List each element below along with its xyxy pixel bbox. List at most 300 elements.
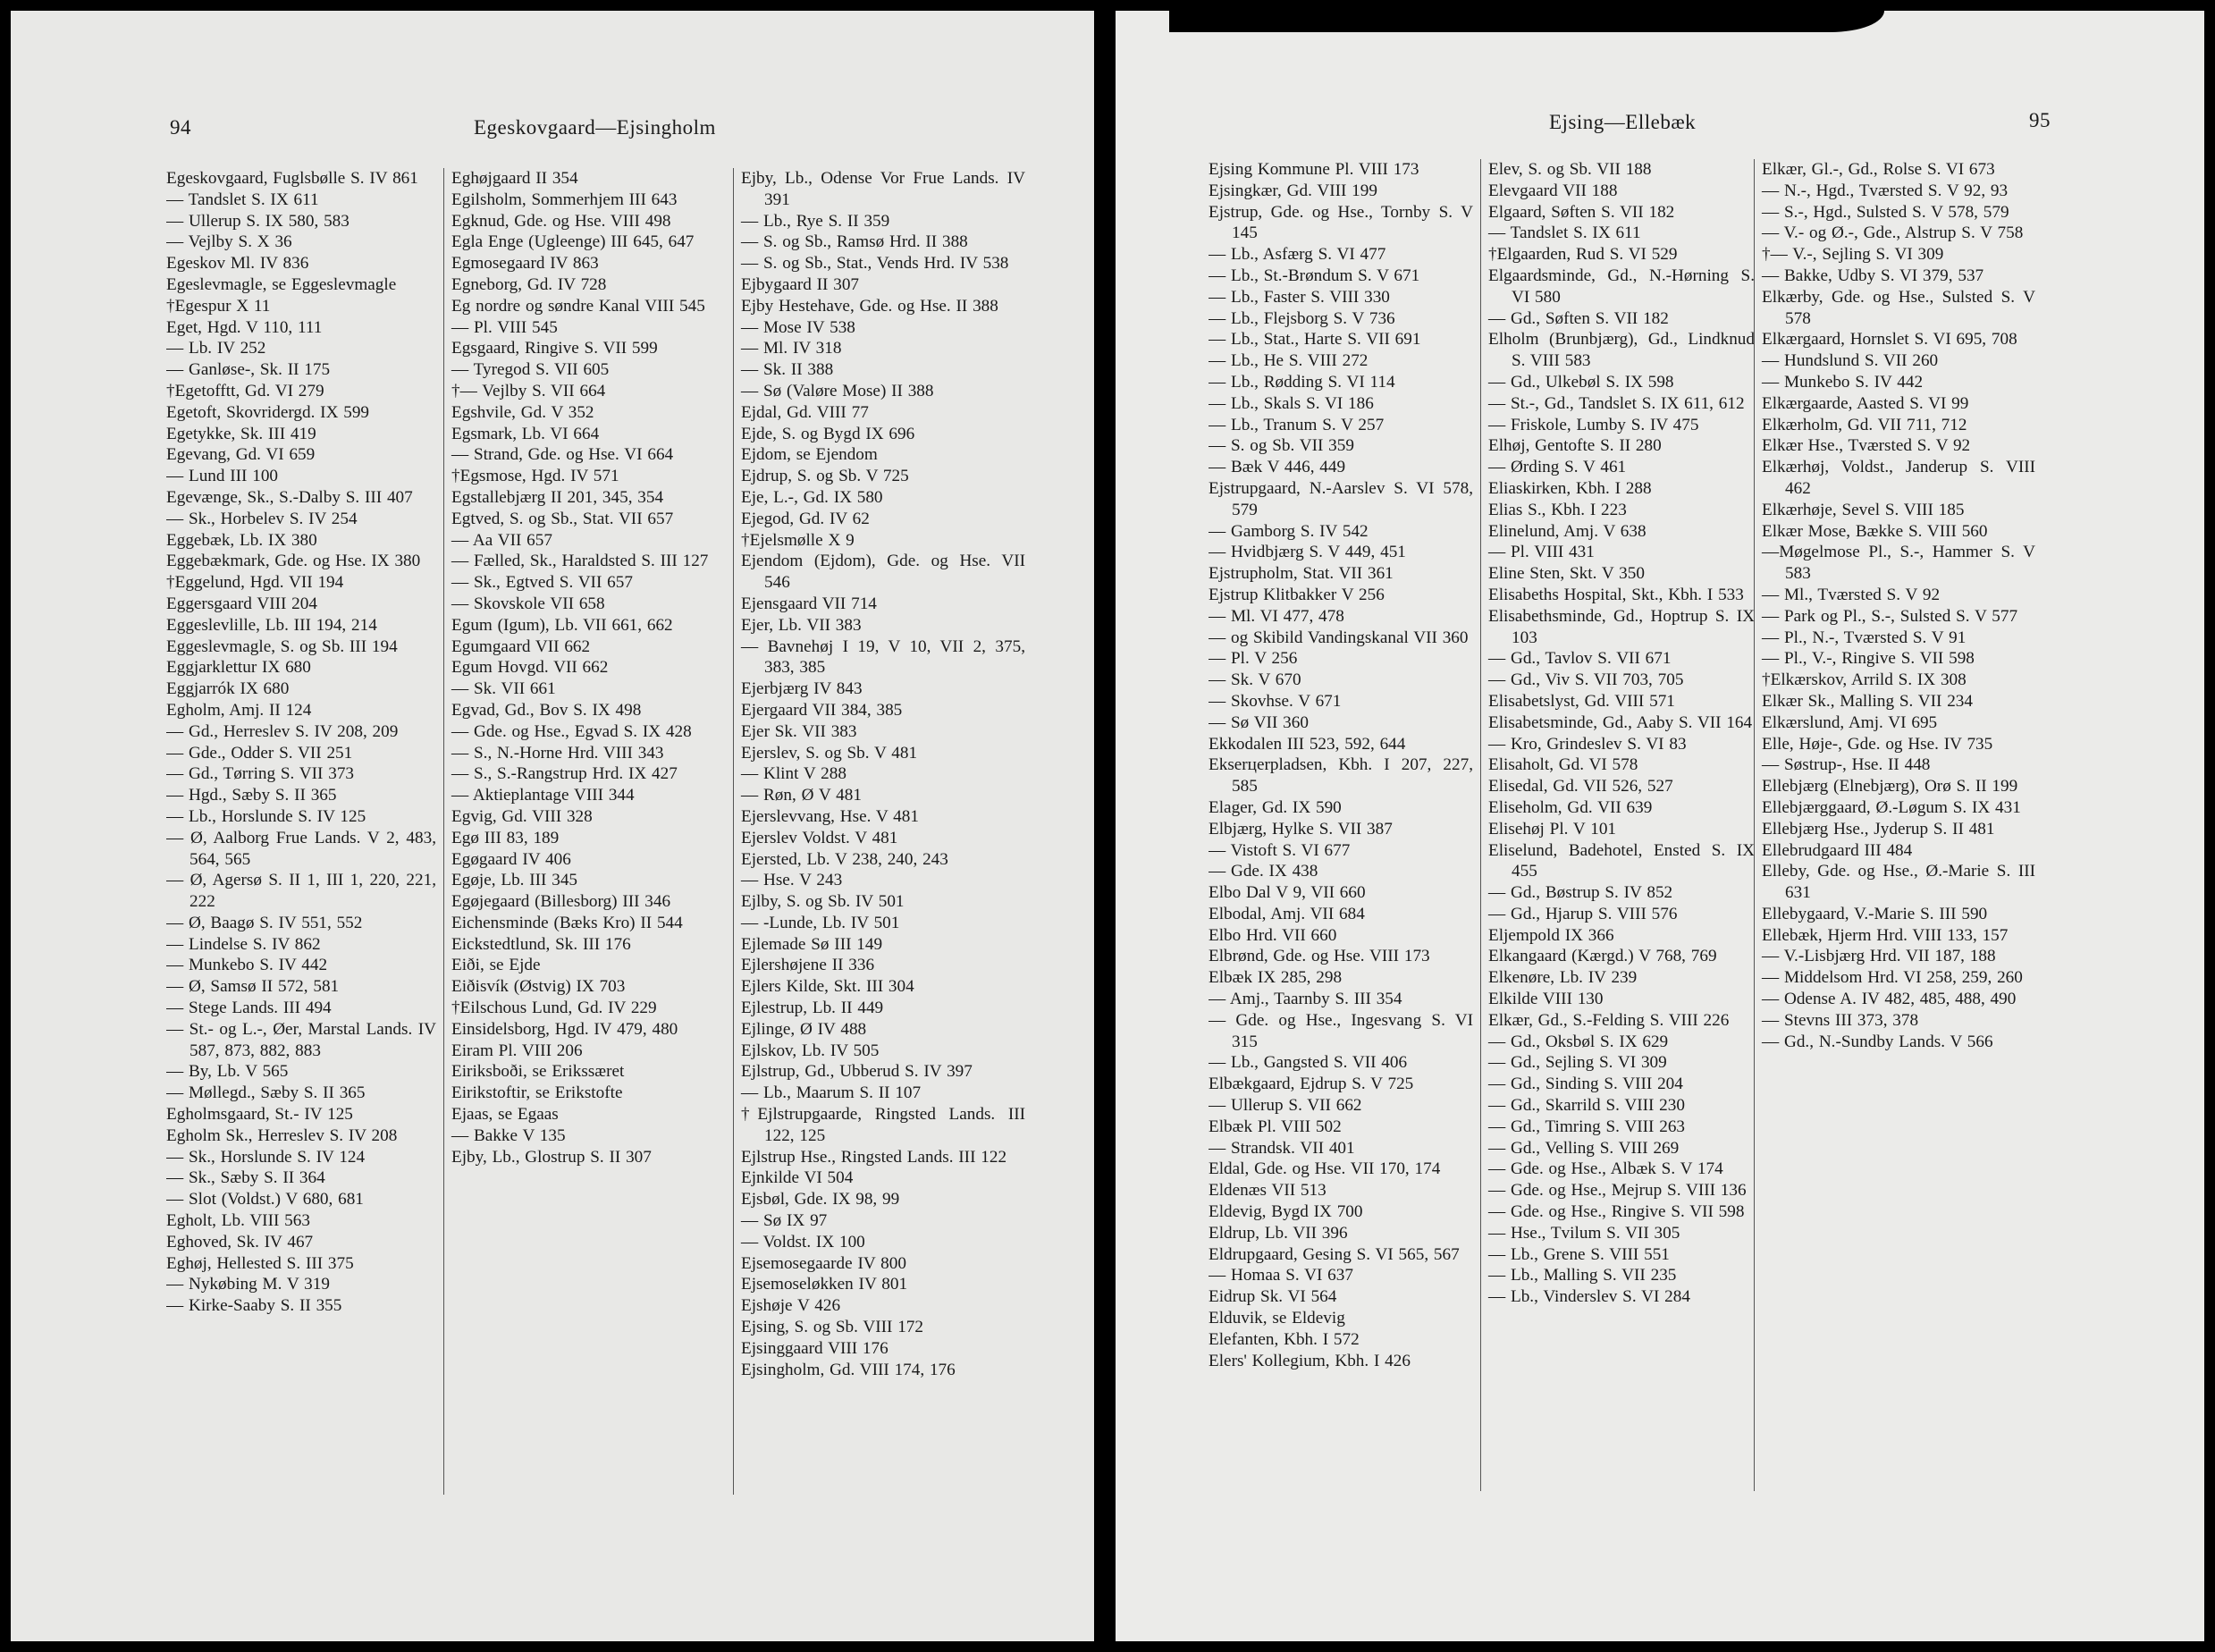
index-entry: — Sk., Egtved S. VII 657 xyxy=(451,573,633,593)
index-entry: Ejstrup, Gde. og Hse., Tornby S. V 145 xyxy=(1209,202,1473,243)
index-entry: Elkangaard (Kærgd.) V 768, 769 xyxy=(1488,947,1717,966)
index-entry: — Ml. IV 318 xyxy=(741,339,842,358)
index-entry: Eldenæs VII 513 xyxy=(1209,1181,1326,1201)
index-entry: — Søstrup-, Hse. II 448 xyxy=(1762,755,1931,775)
index-entry: Eghoved, Sk. IV 467 xyxy=(166,1232,314,1252)
index-entry: — S. og Sb., Stat., Vends Hrd. IV 538 xyxy=(741,254,1009,274)
index-entry: Egilsholm, Sommerhjem III 643 xyxy=(451,190,678,209)
page-number: 95 xyxy=(2029,109,2051,131)
index-entry: — Bæk V 446, 449 xyxy=(1209,458,1346,477)
index-entry: Egsmark, Lb. VI 664 xyxy=(451,424,600,443)
index-entry: Egø III 83, 189 xyxy=(451,828,560,847)
index-entry: — Møllegd., Sæby S. II 365 xyxy=(166,1083,366,1103)
index-entry: †Egsmose, Hgd. IV 571 xyxy=(451,467,619,486)
index-entry: — Gd., Herreslev S. IV 208, 209 xyxy=(166,721,399,741)
index-entry: — Ø, Samsø II 572, 581 xyxy=(166,977,340,997)
index-entry: Eggeslevmagle, S. og Sb. III 194 xyxy=(166,636,398,656)
index-entry: Egum (Igum), Lb. VII 661, 662 xyxy=(451,615,673,635)
index-entry: — Strandsk. VII 401 xyxy=(1209,1138,1355,1158)
index-entry: †Eggelund, Hgd. VII 194 xyxy=(166,573,344,593)
index-entry: Egholm, Amj. II 124 xyxy=(166,700,312,720)
index-entry: Ejdrup, S. og Sb. V 725 xyxy=(741,467,909,486)
index-entry: — Sø VII 360 xyxy=(1209,712,1309,732)
index-entry: Eldrup, Lb. VII 396 xyxy=(1209,1223,1348,1243)
index-entry: Egeslevmagle, se Eggeslevmagle xyxy=(166,274,397,294)
index-entry: Eidrup Sk. VI 564 xyxy=(1209,1287,1337,1307)
index-entry: — Stevns III 373, 378 xyxy=(1762,1010,1919,1030)
index-entry: —Møgelmose Pl., S.-, Hammer S. V 583 xyxy=(1762,543,2035,584)
left-page xyxy=(11,11,1094,1641)
index-entry: — Hundslund S. VII 260 xyxy=(1762,351,1939,371)
index-entry: — Gd., Tørring S. VII 373 xyxy=(166,764,355,784)
index-entry: Ejsing Kommune Pl. VIII 173 xyxy=(1209,160,1419,179)
page-number: 94 xyxy=(170,116,191,139)
index-entry: Eghøj, Hellested S. III 375 xyxy=(166,1253,354,1273)
index-entry: — S., N.-Horne Hrd. VIII 343 xyxy=(451,743,664,763)
index-entry: Elers' Kollegium, Kbh. I 426 xyxy=(1209,1351,1411,1370)
index-entry: Elduvik, se Eldevig xyxy=(1209,1309,1345,1328)
index-entry: Ejde, S. og Bygd IX 696 xyxy=(741,424,915,443)
index-entry: — Odense A. IV 482, 485, 488, 490 xyxy=(1762,990,2017,1009)
index-entry: — Lb., Rye S. II 359 xyxy=(741,211,890,231)
index-entry: Elkærhøj, Voldst., Janderup S. VIII 462 xyxy=(1762,458,2035,498)
index-entry: — Gd., Søften S. VII 182 xyxy=(1488,308,1669,328)
index-entry: Eghøjgaard II 354 xyxy=(451,169,578,188)
index-entry: †— V.-, Sejling S. VI 309 xyxy=(1762,245,1944,265)
index-entry: — Lb., Grene S. VIII 551 xyxy=(1488,1244,1670,1264)
index-entry: — S. og Sb. VII 359 xyxy=(1209,436,1354,456)
index-entry: — Pl. VIII 545 xyxy=(451,317,558,337)
index-entry: Egholm Sk., Herreslev S. IV 208 xyxy=(166,1125,398,1145)
index-entry: Eldrupgaard, Gesing S. VI 565, 567 xyxy=(1209,1244,1460,1264)
index-entry: Egum Hovgd. VII 662 xyxy=(451,658,609,678)
index-entry: Ejerslevvang, Hse. V 481 xyxy=(741,806,919,826)
index-entry: — Ganløse-, Sk. II 175 xyxy=(166,360,331,380)
index-entry: Ejsing, S. og Sb. VIII 172 xyxy=(741,1318,923,1337)
index-entry: Eggebæk, Lb. IX 380 xyxy=(166,530,317,550)
index-entry: Ejshøje V 426 xyxy=(741,1296,841,1316)
index-entry: Einsidelsborg, Hgd. IV 479, 480 xyxy=(451,1019,678,1039)
index-entry: Ejerslev, S. og Sb. V 481 xyxy=(741,743,918,763)
index-entry: — S.-, Hgd., Sulsted S. V 578, 579 xyxy=(1762,202,2009,222)
index-entry: Eggjarrók IX 680 xyxy=(166,679,290,699)
index-entry: — Ø, Baagø S. IV 551, 552 xyxy=(166,913,363,932)
index-entry: — Homaa S. VI 637 xyxy=(1209,1266,1353,1285)
index-entry: — Fælled, Sk., Haraldsted S. III 127 xyxy=(451,552,709,571)
index-entry: †Egetofftt, Gd. VI 279 xyxy=(166,381,324,400)
index-entry: Ejlinge, Ø IV 488 xyxy=(741,1019,867,1039)
index-entry: †Egespur X 11 xyxy=(166,296,271,316)
index-entry: — Kirke-Saaby S. II 355 xyxy=(166,1296,342,1316)
index-entry: — Sk. V 670 xyxy=(1209,670,1301,690)
index-entry: — Gde. og Hse., Egvad S. IX 428 xyxy=(451,721,692,741)
index-entry: Egeskovgaard, Fuglsbølle S. IV 861 xyxy=(166,169,418,188)
index-entry: — Munkebo S. IV 442 xyxy=(166,956,328,975)
index-entry: Ekkodalen III 523, 592, 644 xyxy=(1209,734,1406,754)
index-column-2 xyxy=(1480,159,1755,1491)
index-entry: Eliaskirken, Kbh. I 288 xyxy=(1488,478,1652,498)
index-entry: Egsgaard, Ringive S. VII 599 xyxy=(451,339,658,358)
index-entry: — Skovhse. V 671 xyxy=(1209,691,1342,711)
index-entry: Elkærgaard, Hornslet S. VI 695, 708 xyxy=(1762,330,2017,350)
index-entry: Eggersgaard VIII 204 xyxy=(166,594,317,613)
index-entry: — Lb., Horslunde S. IV 125 xyxy=(166,806,366,826)
index-column-1 xyxy=(166,168,436,1495)
index-entry: — Slot (Voldst.) V 680, 681 xyxy=(166,1190,364,1210)
index-entry: Ejensgaard VII 714 xyxy=(741,594,877,613)
index-entry: Egøje, Lb. III 345 xyxy=(451,871,578,890)
index-entry: — Ml. VI 477, 478 xyxy=(1209,606,1344,626)
index-entry: — Gd., Skarrild S. VIII 230 xyxy=(1488,1096,1685,1116)
index-entry: Elager, Gd. IX 590 xyxy=(1209,797,1342,817)
index-entry: Elevgaard VII 188 xyxy=(1488,181,1618,200)
index-entry: Ejlers Kilde, Skt. III 304 xyxy=(741,977,914,997)
index-entry: Eldal, Gde. og Hse. VII 170, 174 xyxy=(1209,1159,1441,1179)
index-entry: — Lb., Malling S. VII 235 xyxy=(1488,1266,1677,1285)
index-entry: Ejlemade Sø III 149 xyxy=(741,934,883,954)
index-entry: — Gde. og Hse., Ingesvang S. VI 315 xyxy=(1209,1010,1473,1051)
index-column-2 xyxy=(443,168,734,1495)
index-entry: — V.- og Ø.-, Gde., Alstrup S. V 758 xyxy=(1762,223,2024,243)
index-entry: — Vistoft S. VI 677 xyxy=(1209,840,1351,860)
index-entry: — S., S.-Rangstrup Hrd. IX 427 xyxy=(451,764,678,784)
index-entry: — Middelsom Hrd. VI 258, 259, 260 xyxy=(1762,968,2023,988)
index-entry: — Tandslet S. IX 611 xyxy=(166,190,319,209)
index-entry: Eggebækmark, Gde. og Hse. IX 380 xyxy=(166,552,421,571)
index-entry: Egla Enge (Ugleenge) III 645, 647 xyxy=(451,232,695,252)
index-entry: Ellebjærggaard, Ø.-Løgum S. IX 431 xyxy=(1762,797,2021,817)
index-entry: — Tandslet S. IX 611 xyxy=(1488,223,1641,243)
running-head: Ejsing—Ellebæk xyxy=(1549,111,1697,133)
index-entry: — Gd., Sejling S. VI 309 xyxy=(1488,1053,1667,1073)
index-column-3 xyxy=(1754,159,2035,1491)
index-entry: Egetoft, Skovridergd. IX 599 xyxy=(166,402,370,422)
running-head: Egeskovgaard—Ejsingholm xyxy=(474,116,716,139)
index-entry: — Munkebo S. IV 442 xyxy=(1762,372,1924,392)
index-entry: Eljempold IX 366 xyxy=(1488,925,1614,945)
index-entry: — Ullerup S. IX 580, 583 xyxy=(166,211,350,231)
index-entry: Elisabetsminde, Gd., Aaby S. VII 164 xyxy=(1488,712,1753,732)
index-column-1 xyxy=(1209,159,1473,1491)
index-entry: — Pl., N.-, Tværsted S. V 91 xyxy=(1762,628,1967,647)
index-entry: Elefanten, Kbh. I 572 xyxy=(1209,1329,1360,1349)
index-entry: Elkilde VIII 130 xyxy=(1488,990,1604,1009)
index-entry: — Lb. IV 252 xyxy=(166,339,266,358)
index-entry: Ejstrupholm, Stat. VII 361 xyxy=(1209,564,1394,584)
index-entry: Elbodal, Amj. VII 684 xyxy=(1209,904,1365,923)
index-entry: — Sk. II 388 xyxy=(741,360,834,380)
index-entry: Elinelund, Amj. V 638 xyxy=(1488,521,1647,541)
index-entry: — Lindelse S. IV 862 xyxy=(166,934,321,954)
index-entry: — Lb., Flejsborg S. V 736 xyxy=(1209,308,1395,328)
index-entry: — Gamborg S. IV 542 xyxy=(1209,521,1369,541)
index-entry: — N.-, Hgd., Tværsted S. V 92, 93 xyxy=(1762,181,2009,200)
index-entry: Elisaholt, Gd. VI 578 xyxy=(1488,755,1638,775)
index-column-3 xyxy=(733,168,1025,1495)
index-entry: Elkær Hse., Tværsted S. V 92 xyxy=(1762,436,1971,456)
index-entry: — Hse., Tvilum S. VII 305 xyxy=(1488,1223,1680,1243)
index-entry: Elisehøj Pl. V 101 xyxy=(1488,819,1617,839)
index-entry: Egstallebjærg II 201, 345, 354 xyxy=(451,487,664,507)
index-entry: Eje, L.-, Gd. IX 580 xyxy=(741,487,883,507)
index-entry: — Sk., Sæby S. II 364 xyxy=(166,1168,325,1188)
index-entry: Elisabeths Hospital, Skt., Kbh. I 533 xyxy=(1488,585,1744,604)
index-entry: Ejbygaard II 307 xyxy=(741,274,860,294)
index-entry: — -Lunde, Lb. IV 501 xyxy=(741,913,900,932)
index-entry: †Eilschous Lund, Gd. IV 229 xyxy=(451,999,657,1018)
index-entry: — Klint V 288 xyxy=(741,764,846,784)
index-entry: Ejlstrup Hse., Ringsted Lands. III 122 xyxy=(741,1147,1007,1167)
index-entry: Elkær, Gd., S.-Felding S. VIII 226 xyxy=(1488,1010,1730,1030)
index-entry: — Strand, Gde. og Hse. VI 664 xyxy=(451,445,674,465)
index-entry: Ejstrup Klitbakker V 256 xyxy=(1209,585,1385,604)
index-entry: — Lb., Tranum S. V 257 xyxy=(1209,415,1385,434)
index-entry: — Gd., Tavlov S. VII 671 xyxy=(1488,649,1672,669)
index-entry: Ellebæk, Hjerm Hrd. VIII 133, 157 xyxy=(1762,925,2009,945)
index-entry: †Ejlstrupgaarde, Ringsted Lands. III 122, 125 xyxy=(741,1105,1025,1145)
index-entry: — Bakke, Udby S. VI 379, 537 xyxy=(1762,266,1984,285)
index-entry: — Park og Pl., S.-, Sulsted S. V 577 xyxy=(1762,606,2018,626)
index-entry: Eliseholm, Gd. VII 639 xyxy=(1488,797,1653,817)
index-entry: — Gde. og Hse., Mejrup S. VIII 136 xyxy=(1488,1181,1747,1201)
index-entry: Ejlershøjene II 336 xyxy=(741,956,875,975)
index-entry: — Lb., Gangsted S. VII 406 xyxy=(1209,1053,1408,1073)
index-entry: — Sø (Valøre Mose) II 388 xyxy=(741,381,934,400)
index-entry: †Ejelsmølle X 9 xyxy=(741,530,855,550)
index-entry: — Lb., Asfærg S. VI 477 xyxy=(1209,245,1386,265)
index-entry: — Aktieplantage VIII 344 xyxy=(451,786,635,805)
index-entry: — Ørding S. V 461 xyxy=(1488,458,1627,477)
index-entry: — Hvidbjærg S. V 449, 451 xyxy=(1209,543,1406,562)
index-entry: Egshvile, Gd. V 352 xyxy=(451,402,594,422)
index-entry: Ejsinggaard VIII 176 xyxy=(741,1338,889,1358)
index-entry: Elbjærg, Hylke S. VII 387 xyxy=(1209,819,1393,839)
index-entry: Egøgaard IV 406 xyxy=(451,849,571,869)
index-entry: Ejby Hestehave, Gde. og Hse. II 388 xyxy=(741,296,998,316)
index-entry: Ejerbjærg IV 843 xyxy=(741,679,863,699)
index-entry: Elle, Høje-, Gde. og Hse. IV 735 xyxy=(1762,734,1993,754)
index-entry: Elkær, Gl.-, Gd., Rolse S. VI 673 xyxy=(1762,160,1995,179)
index-entry: Ejlstrup, Gd., Ubberud S. IV 397 xyxy=(741,1062,973,1082)
index-entry: Ejlskov, Lb. IV 505 xyxy=(741,1041,880,1060)
index-entry: Elisedal, Gd. VII 526, 527 xyxy=(1488,777,1673,796)
index-entry: — Lb., Stat., Harte S. VII 691 xyxy=(1209,330,1421,350)
index-entry: Eiði, se Ejde xyxy=(451,956,541,975)
index-entry: Ejergaard VII 384, 385 xyxy=(741,700,903,720)
index-entry: — Gd., Ulkebøl S. IX 598 xyxy=(1488,372,1674,392)
index-entry: — Pl. VIII 431 xyxy=(1488,543,1595,562)
index-entry: — Gde. IX 438 xyxy=(1209,862,1318,881)
index-entry: Elholm (Brunbjærg), Gd., Lindknud S. VIII 583 xyxy=(1488,330,1755,371)
index-entry: — Mose IV 538 xyxy=(741,317,855,337)
index-entry: Eiðisvík (Østvig) IX 703 xyxy=(451,977,626,997)
index-entry: — og Skibild Vandingskanal VII 360 xyxy=(1209,628,1469,647)
index-entry: Eg nordre og søndre Kanal VIII 545 xyxy=(451,296,705,316)
index-entry: — Lund III 100 xyxy=(166,467,279,486)
index-entry: — Pl. V 256 xyxy=(1209,649,1298,669)
index-entry: — Ø, Aalborg Frue Lands. V 2, 483, 564, 565 xyxy=(166,828,436,869)
index-entry: Ejby, Lb., Odense Vor Frue Lands. IV 391 xyxy=(741,169,1025,209)
index-entry: Ellebjærg Hse., Jyderup S. II 481 xyxy=(1762,819,1995,839)
index-entry: — Lb., St.-Brøndum S. V 671 xyxy=(1209,266,1420,285)
index-entry: — Vejlby S. X 36 xyxy=(166,232,292,252)
index-entry: Ejlestrup, Lb. II 449 xyxy=(741,999,884,1018)
index-entry: — Gd., N.-Sundby Lands. V 566 xyxy=(1762,1032,1993,1051)
index-entry: — Voldst. IX 100 xyxy=(741,1232,865,1252)
index-entry: — Ml., Tværsted S. V 92 xyxy=(1762,585,1941,604)
index-entry: Egmosegaard IV 863 xyxy=(451,254,599,274)
index-entry: Ejstrupgaard, N.-Aarslev S. VI 578, 579 xyxy=(1209,478,1473,519)
index-entry: Eggjarklettur IX 680 xyxy=(166,658,311,678)
index-entry: — Ø, Agersø S. II 1, III 1, 220, 221, 222 xyxy=(166,871,436,912)
index-entry: Ejsemoseløkken IV 801 xyxy=(741,1275,908,1294)
index-entry: Egumgaard VII 662 xyxy=(451,636,591,656)
index-entry: — St.- og L.-, Øer, Marstal Lands. IV 587, 873, 882, 883 xyxy=(166,1019,436,1060)
index-entry: Ejby, Lb., Glostrup S. II 307 xyxy=(451,1147,652,1167)
index-entry: Elias S., Kbh. I 223 xyxy=(1488,500,1627,519)
index-entry: — Lb., Rødding S. VI 114 xyxy=(1209,372,1395,392)
index-entry: Ejsingkær, Gd. VIII 199 xyxy=(1209,181,1377,200)
index-entry: Eirikstoftir, se Erikstofte xyxy=(451,1083,623,1103)
index-entry: — Gde. og Hse., Albæk S. V 174 xyxy=(1488,1159,1723,1179)
index-entry: Ejersted, Lb. V 238, 240, 243 xyxy=(741,849,948,869)
index-entry: Egevang, Gd. VI 659 xyxy=(166,445,316,465)
index-entry: — Sø IX 97 xyxy=(741,1211,828,1231)
index-entry: Elbækgaard, Ejdrup S. V 725 xyxy=(1209,1075,1414,1094)
index-entry: Ekserцerpladsen, Kbh. I 207, 227, 585 xyxy=(1209,755,1473,796)
index-entry: — Tyregod S. VII 605 xyxy=(451,360,610,380)
index-entry: Egholt, Lb. VIII 563 xyxy=(166,1211,310,1231)
index-entry: Eiram Pl. VIII 206 xyxy=(451,1041,583,1060)
index-entry: †— Vejlby S. VII 664 xyxy=(451,381,606,400)
index-entry: Ejer, Lb. VII 383 xyxy=(741,615,862,635)
index-entry: Ejer Sk. VII 383 xyxy=(741,721,857,741)
index-entry: Ejdal, Gd. VIII 77 xyxy=(741,402,869,422)
index-entry: — Gd., Hjarup S. VIII 576 xyxy=(1488,904,1678,923)
index-entry: Elgaardsminde, Gd., N.-Hørning S. VI 580 xyxy=(1488,266,1755,307)
index-entry: Elkærholm, Gd. VII 711, 712 xyxy=(1762,415,1967,434)
index-entry: — Gde. og Hse., Ringive S. VII 598 xyxy=(1488,1202,1745,1222)
index-entry: — Ullerup S. VII 662 xyxy=(1209,1096,1362,1116)
index-entry: — Stege Lands. III 494 xyxy=(166,999,332,1018)
index-entry: Ellebrudgaard III 484 xyxy=(1762,840,1913,860)
index-entry: Elkærhøje, Sevel S. VIII 185 xyxy=(1762,500,1965,519)
index-entry: Eichensminde (Bæks Kro) II 544 xyxy=(451,913,683,932)
index-entry: Elkærslund, Amj. VI 695 xyxy=(1762,712,1938,732)
index-entry: Ejegod, Gd. IV 62 xyxy=(741,509,870,528)
index-entry: Elbæk Pl. VIII 502 xyxy=(1209,1117,1342,1136)
index-entry: — Gd., Viv S. VII 703, 705 xyxy=(1488,670,1684,690)
index-entry: Egneborg, Gd. IV 728 xyxy=(451,274,607,294)
index-entry: Elkærby, Gde. og Hse., Sulsted S. V 578 xyxy=(1762,287,2035,328)
index-entry: Elbrønd, Gde. og Hse. VIII 173 xyxy=(1209,947,1430,966)
index-entry: — Bavnehøj I 19, V 10, VII 2, 375, 383, 385 xyxy=(741,636,1025,678)
index-entry: Egholmsgaard, St.- IV 125 xyxy=(166,1105,353,1125)
index-entry: — Røn, Ø V 481 xyxy=(741,786,862,805)
index-entry: — Amj., Taarnby S. III 354 xyxy=(1209,990,1402,1009)
index-entry: — Lb., Faster S. VIII 330 xyxy=(1209,287,1390,307)
index-entry: — Nykøbing M. V 319 xyxy=(166,1275,330,1294)
index-entry: — By, Lb. V 565 xyxy=(166,1062,289,1082)
index-entry: Ejsemosegaarde IV 800 xyxy=(741,1253,906,1273)
index-entry: Elisabethsminde, Gd., Hoptrup S. IX 103 xyxy=(1488,606,1755,647)
index-entry: — Gd., Sinding S. VIII 204 xyxy=(1488,1075,1683,1094)
index-entry: — Aa VII 657 xyxy=(451,530,552,550)
index-entry: Elisabetslyst, Gd. VIII 571 xyxy=(1488,691,1675,711)
index-entry: — Gd., Timring S. VIII 263 xyxy=(1488,1117,1686,1136)
index-entry: Eliselund, Badehotel, Ensted S. IX 455 xyxy=(1488,840,1755,881)
index-entry: — Bakke V 135 xyxy=(451,1125,566,1145)
index-entry: Ejsingholm, Gd. VIII 174, 176 xyxy=(741,1360,956,1379)
index-entry: — Skovskole VII 658 xyxy=(451,594,605,613)
index-entry: Ejerslev Voldst. V 481 xyxy=(741,828,898,847)
index-entry: — S. og Sb., Ramsø Hrd. II 388 xyxy=(741,232,968,252)
index-entry: — Kro, Grindeslev S. VI 83 xyxy=(1488,734,1687,754)
index-entry: Egøjegaard (Billesborg) III 346 xyxy=(451,892,671,912)
index-entry: Ejsbøl, Gde. IX 98, 99 xyxy=(741,1190,900,1210)
index-entry: — Gd., Oksbøl S. IX 629 xyxy=(1488,1032,1669,1051)
index-entry: — Sk., Horbelev S. IV 254 xyxy=(166,509,358,528)
index-entry: Eldevig, Bygd IX 700 xyxy=(1209,1202,1363,1222)
index-entry: — Lb., Vinderslev S. VI 284 xyxy=(1488,1287,1690,1307)
index-entry: — Pl., V.-, Ringive S. VII 598 xyxy=(1762,649,1975,669)
index-entry: Elleby, Gde. og Hse., Ø.-Marie S. III 631 xyxy=(1762,862,2035,903)
index-entry: Egevænge, Sk., S.-Dalby S. III 407 xyxy=(166,487,413,507)
index-entry: Ejlby, S. og Sb. IV 501 xyxy=(741,892,905,912)
index-entry: Eickstedtlund, Sk. III 176 xyxy=(451,934,631,954)
index-entry: Elgaard, Søften S. VII 182 xyxy=(1488,202,1675,222)
right-page xyxy=(1116,11,2204,1641)
index-entry: — Gd., Velling S. VIII 269 xyxy=(1488,1138,1680,1158)
index-entry: Elkenøre, Lb. IV 239 xyxy=(1488,968,1638,988)
index-entry: Elbo Hrd. VII 660 xyxy=(1209,925,1337,945)
index-entry: Eget, Hgd. V 110, 111 xyxy=(166,317,323,337)
index-entry: Ellebjærg (Elnebjærg), Orø S. II 199 xyxy=(1762,777,2018,796)
index-entry: Egetykke, Sk. III 419 xyxy=(166,424,316,443)
index-entry: — V.-Lisbjærg Hrd. VII 187, 188 xyxy=(1762,947,1996,966)
index-entry: — Lb., Skals S. VI 186 xyxy=(1209,393,1374,413)
index-entry: Egknud, Gde. og Hse. VIII 498 xyxy=(451,211,671,231)
index-entry: Ejaas, se Egaas xyxy=(451,1105,559,1125)
index-entry: †Elgaarden, Rud S. VI 529 xyxy=(1488,245,1678,265)
index-entry: — St.-, Gd., Tandslet S. IX 611, 612 xyxy=(1488,393,1745,413)
index-entry: — Hgd., Sæby S. II 365 xyxy=(166,786,337,805)
index-entry: Ejdom, se Ejendom xyxy=(741,445,878,465)
index-entry: †Elkærskov, Arrild S. IX 308 xyxy=(1762,670,1967,690)
index-entry: — Friskole, Lumby S. IV 475 xyxy=(1488,415,1699,434)
index-entry: — Sk. VII 661 xyxy=(451,679,556,699)
index-entry: Eggeslevlille, Lb. III 194, 214 xyxy=(166,615,377,635)
index-entry: Elbæk IX 285, 298 xyxy=(1209,968,1343,988)
index-entry: — Hse. V 243 xyxy=(741,871,843,890)
index-entry: Elbo Dal V 9, VII 660 xyxy=(1209,883,1366,903)
index-entry: — Gde., Odder S. VII 251 xyxy=(166,743,353,763)
index-entry: — Gd., Bøstrup S. IV 852 xyxy=(1488,883,1673,903)
index-entry: Egvig, Gd. VIII 328 xyxy=(451,806,593,826)
index-entry: Elev, S. og Sb. VII 188 xyxy=(1488,160,1652,179)
index-entry: Elkær Mose, Bække S. VIII 560 xyxy=(1762,521,1988,541)
index-entry: Egeskov Ml. IV 836 xyxy=(166,254,309,274)
index-entry: Elkærgaarde, Aasted S. VI 99 xyxy=(1762,393,1969,413)
index-entry: Elkær Sk., Malling S. VII 234 xyxy=(1762,691,1973,711)
index-entry: Ejnkilde VI 504 xyxy=(741,1168,854,1188)
index-entry: — Lb., Maarum S. II 107 xyxy=(741,1083,922,1103)
index-entry: — Sk., Horslunde S. IV 124 xyxy=(166,1147,366,1167)
index-entry: Egtved, S. og Sb., Stat. VII 657 xyxy=(451,509,674,528)
index-entry: Egvad, Gd., Bov S. IX 498 xyxy=(451,700,642,720)
index-entry: Eiriksboði, se Erikssæret xyxy=(451,1062,625,1082)
index-entry: Ellebygaard, V.-Marie S. III 590 xyxy=(1762,904,1988,923)
